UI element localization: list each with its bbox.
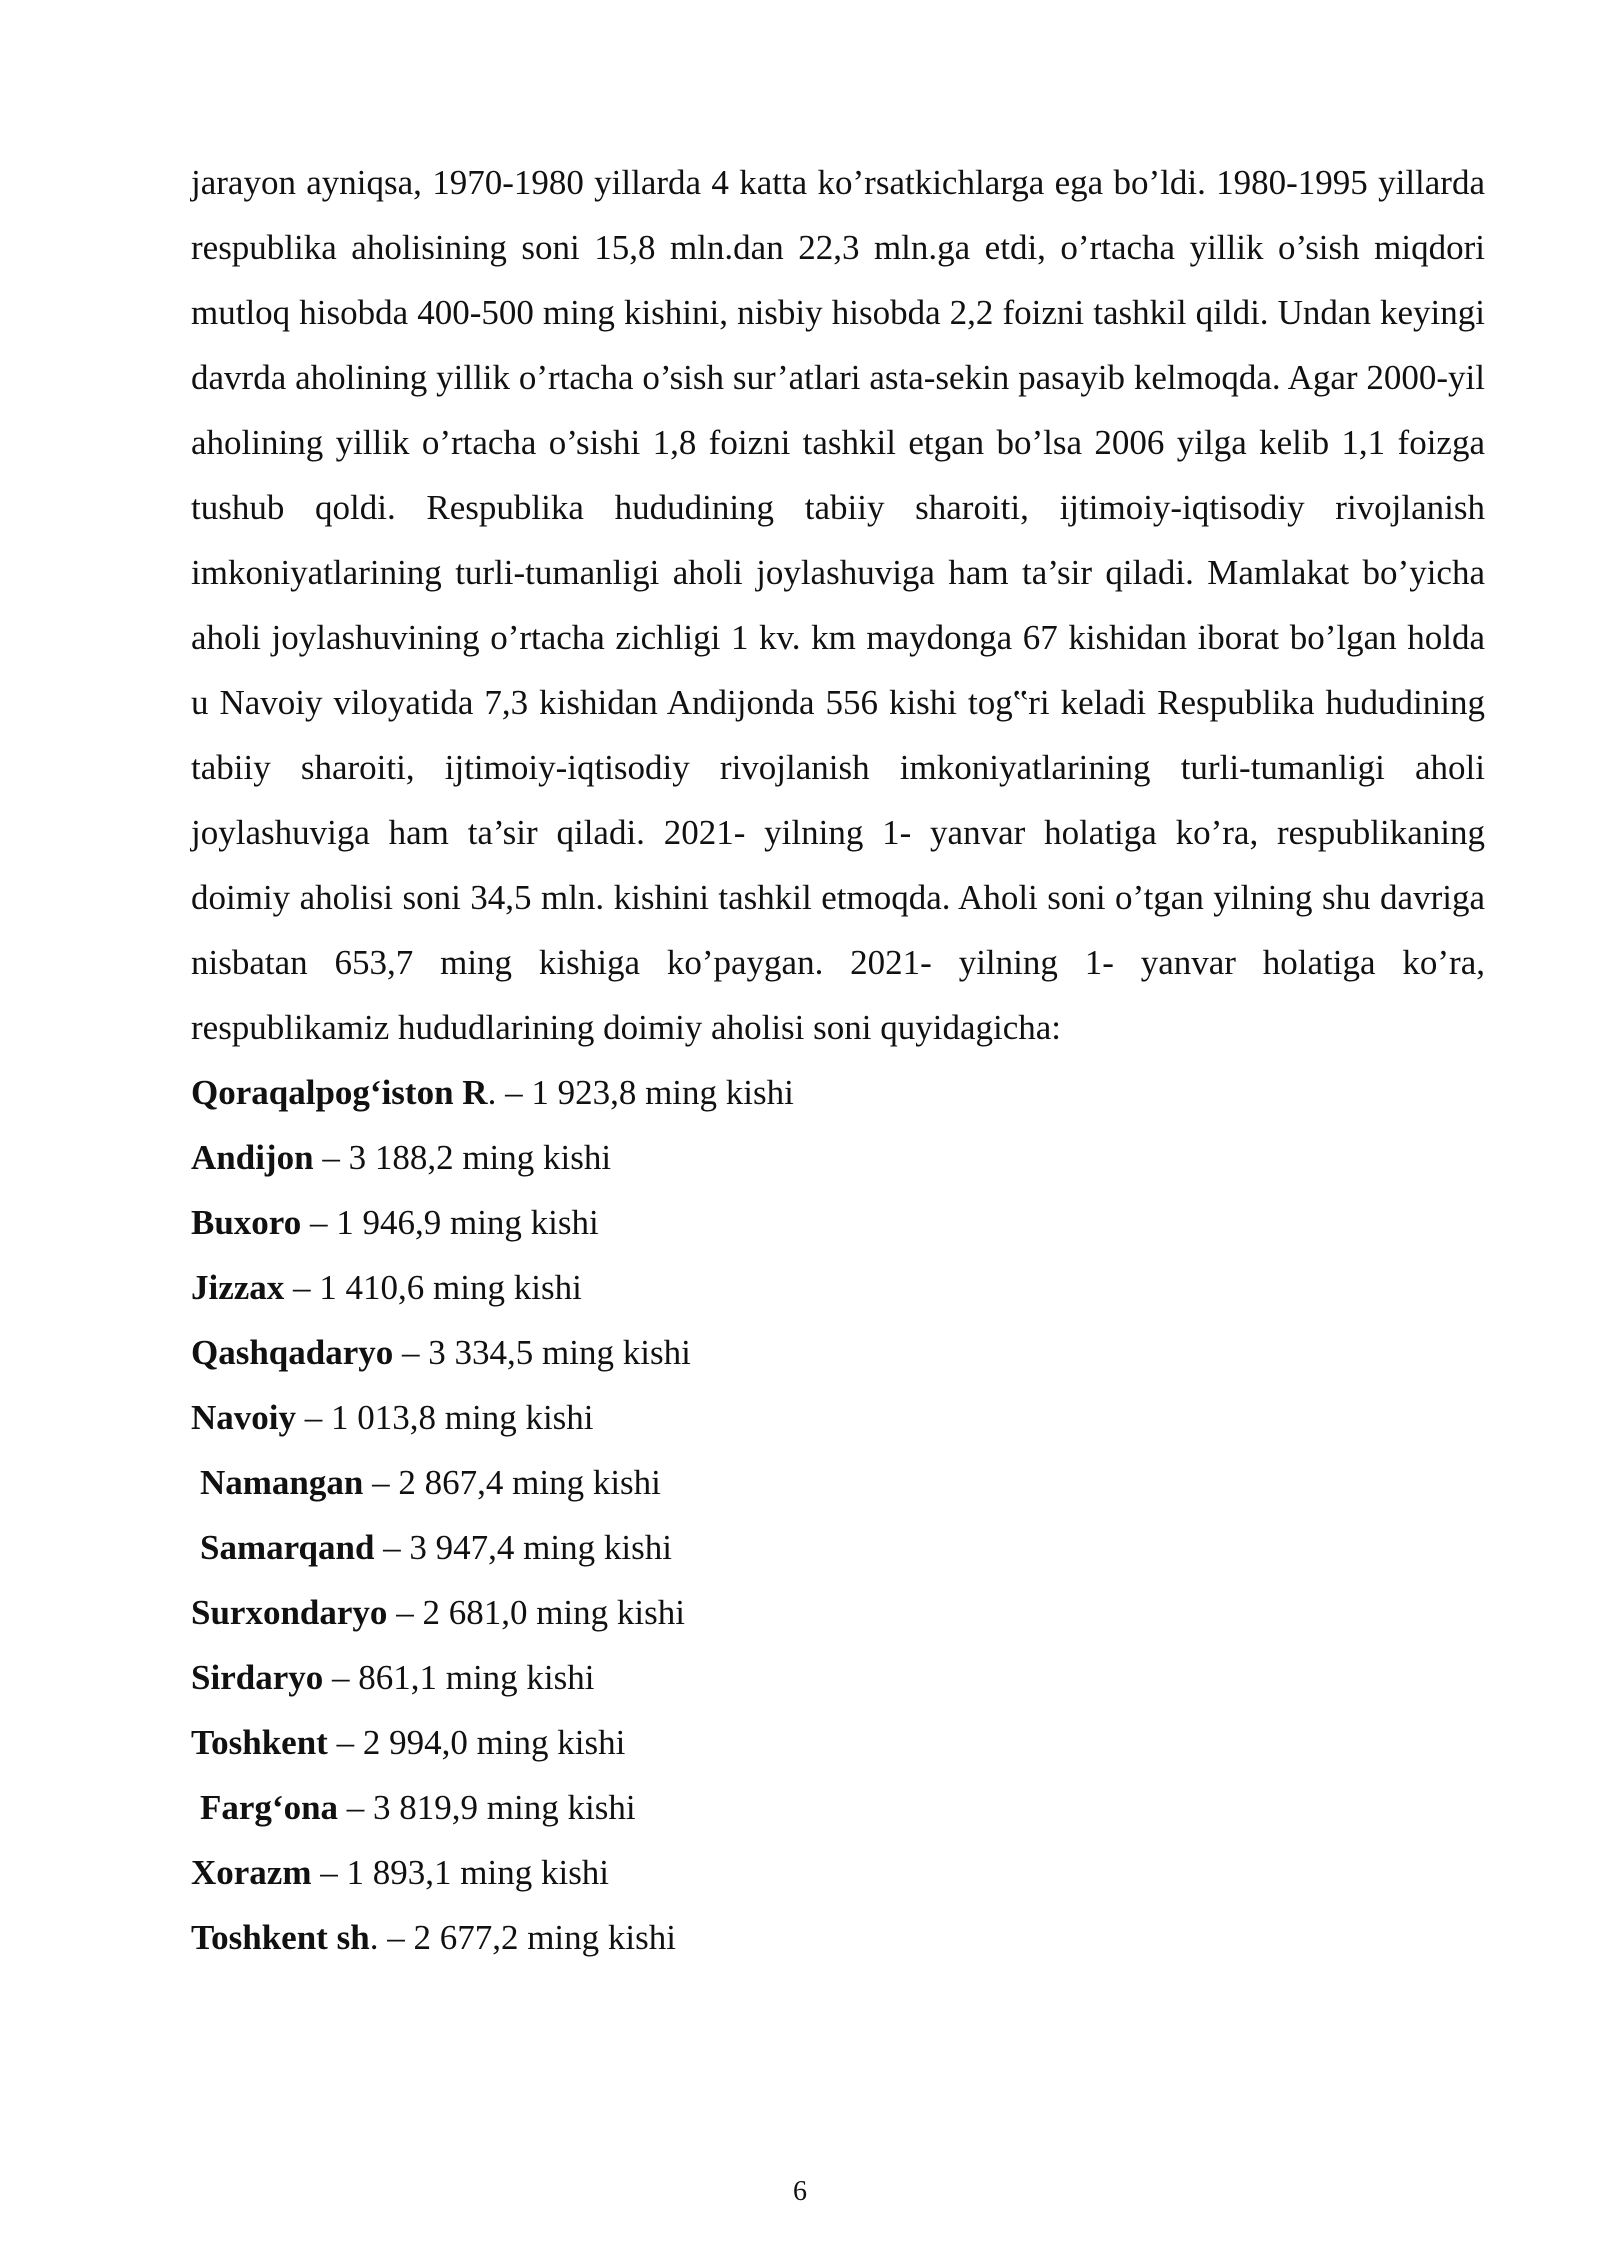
region-value: – 1 946,9 ming kishi	[301, 1203, 599, 1242]
document-page	[191, 150, 1485, 1970]
region-name: Xorazm	[191, 1853, 312, 1892]
list-item	[191, 1840, 1485, 1905]
region-name: Namangan	[200, 1463, 364, 1502]
body-paragraph: jarayon ayniqsa, 1970-1980 yillarda 4 katta ko’rsatkichlarga ega bo’ldi. 1980-1995 yillarda respublika aholisining soni 15,8 mln.dan 22,3 mln.ga etdi, o’rtacha yillik o’sish miqdori mutloq hisobda 400-500 ming kishini, nisbiy hisobda 2,2 foizni tashkil qildi. Undan keyingi davrda aholining yillik o’rtacha o’sish sur’atlari asta-sekin pasayib kelmoqda. Agar 2000-yil aholining yillik o’rtacha o’sishi 1,8 foizni tashkil etgan bo’lsa 2006 yilga kelib 1,1 foizga tushub qoldi. Respublika hududining tabiiy sharoiti, ijtimoiy-iqtisodiy rivojlanish imkoniyatlarining turli-tumanligi aholi joylashuviga ham ta’sir qiladi. Mamlakat bo’yicha aholi joylashuvining o’rtacha zichligi 1 kv. km maydonga 67 kishidan iborat bo’lgan holda u Navoiy viloyatida 7,3 kishidan Andijonda 556 kishi tog‟ri keladi Respublika hududining tabiiy sharoiti, ijtimoiy-iqtisodiy rivojlanish imkoniyatlarining turli-tumanligi aholi joylashuviga ham ta’sir qiladi. 2021- yilning 1- yanvar holatiga ko’ra, respublikaning doimiy aholisi soni 34,5 mln. kishini tashkil etmoqda. Aholi soni o’tgan yilning shu davriga nisbatan 653,7 ming kishiga ko’paygan. 2021- yilning 1- yanvar holatiga ko’ra, respublikamiz hududlarining doimiy aholisi soni quyidagicha:	[191, 163, 1485, 1047]
list-item	[191, 1580, 1485, 1645]
region-value: – 2 994,0 ming kishi	[327, 1723, 626, 1762]
list-item	[191, 1645, 1485, 1710]
list-item	[191, 1450, 1485, 1515]
region-value: – 2 867,4 ming kishi	[363, 1463, 661, 1502]
region-name: Samarqand	[200, 1528, 375, 1567]
region-value: – 3 334,5 ming kishi	[393, 1333, 691, 1372]
region-value: . – 2 677,2 ming kishi	[369, 1918, 676, 1957]
region-value: . – 1 923,8 ming kishi	[487, 1073, 794, 1112]
list-item	[191, 1255, 1485, 1320]
region-name: Andijon	[191, 1138, 314, 1177]
region-value: – 3 947,4 ming kishi	[374, 1528, 672, 1567]
list-item	[191, 1320, 1485, 1385]
list-item	[191, 1775, 1485, 1840]
region-name: Toshkent sh	[191, 1918, 370, 1957]
region-value: – 3 188,2 ming kishi	[313, 1138, 612, 1177]
region-name: Qoraqalpog‘iston R	[191, 1073, 488, 1112]
list-item	[191, 1060, 1485, 1125]
region-population-list	[191, 1060, 1485, 1970]
list-item	[191, 1385, 1485, 1450]
list-item	[191, 1190, 1485, 1255]
list-item	[191, 1125, 1485, 1190]
page-number: 6	[793, 2176, 807, 2207]
region-value: – 1 893,1 ming kishi	[311, 1853, 610, 1892]
region-name: Navoiy	[191, 1398, 296, 1437]
region-name: Farg‘ona	[200, 1788, 339, 1827]
region-value: – 861,1 ming kishi	[323, 1658, 595, 1697]
region-value: – 1 410,6 ming kishi	[284, 1268, 582, 1307]
region-name: Toshkent	[191, 1723, 328, 1762]
region-value: – 1 013,8 ming kishi	[296, 1398, 594, 1437]
list-item	[191, 1710, 1485, 1775]
list-item	[191, 1515, 1485, 1580]
region-name: Qashqadaryo	[191, 1333, 394, 1372]
region-name: Jizzax	[191, 1268, 285, 1307]
region-name: Sirdaryo	[191, 1658, 324, 1697]
region-name: Surxondaryo	[191, 1593, 388, 1632]
region-name: Buxoro	[191, 1203, 302, 1242]
region-value: – 3 819,9 ming kishi	[338, 1788, 636, 1827]
region-value: – 2 681,0 ming kishi	[387, 1593, 685, 1632]
list-item	[191, 1905, 1485, 1970]
